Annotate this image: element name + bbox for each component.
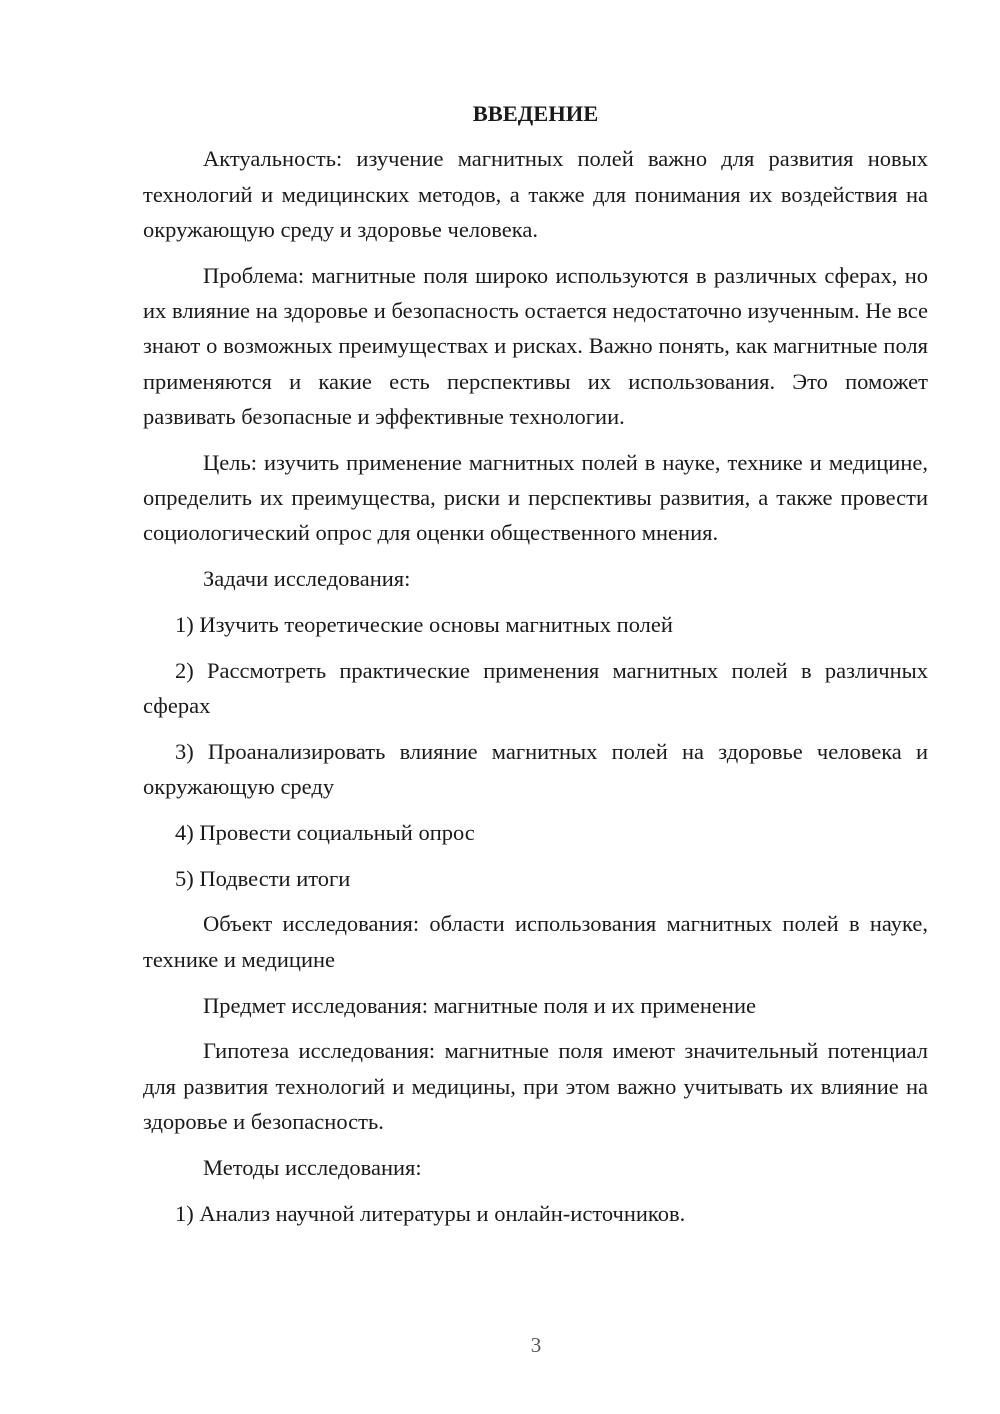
hypothesis-paragraph: Гипотеза исследования: магнитные поля имеют значительный потенциал для развития технологий и медицины, при этом важно учитывать их влияние на здоровье и безопасность. (143, 1038, 928, 1134)
method-item-1: 1) Анализ научной литературы и онлайн-источников. (175, 1200, 686, 1226)
task-item-3: 3) Проанализировать влияние магнитных полей на здоровье человека и окружающую среду (143, 738, 928, 800)
page-number: 3 (530, 1333, 542, 1357)
section-heading: ВВЕДЕНИЕ (472, 101, 599, 126)
task-item-2: 2) Рассмотреть практические применения магнитных полей в различных сферах (143, 657, 928, 718)
task-item-4: 4) Провести социальный опрос (175, 819, 475, 845)
subject-paragraph: Предмет исследования: магнитные поля и их применение (203, 992, 756, 1018)
tasks-title: Задачи исследования: (203, 566, 411, 592)
object-paragraph: Объект исследования: области использования магнитных полей в науке, технике и медицине (143, 911, 928, 972)
relevance-paragraph: Актуальность: изучение магнитных полей важно для развития новых технологий и медицинских методов, а также для понимания их воздействия на окружающую среду и здоровье человека. (143, 146, 928, 242)
problem-paragraph: Проблема: магнитные поля широко используются в различных сферах, но их влияние на здоровье и безопасность остается недостаточно изученным. Не все знают о возможных преимуществах и рисках. Важно понять, как магнитные поля применяются и какие есть перспективы их использования. Это поможет развивать безопасные и эффективные технологии. (143, 262, 928, 429)
page-content (143, 96, 928, 1241)
task-item-5: 5) Подвести итоги (175, 865, 351, 891)
task-item-1: 1) Изучить теоретические основы магнитных полей (175, 611, 673, 637)
methods-title: Методы исследования: (203, 1154, 422, 1180)
goal-paragraph: Цель: изучить применение магнитных полей в науке, технике и медицине, определить их преимущества, риски и перспективы развития, а также провести социологический опрос для оценки общественного мнения. (143, 449, 928, 546)
